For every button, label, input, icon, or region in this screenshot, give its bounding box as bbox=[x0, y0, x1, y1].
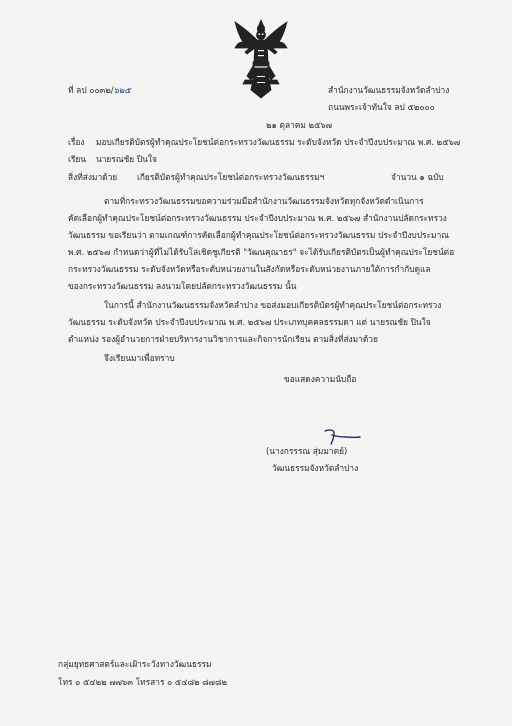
sender-address: ถนนพระเจ้าทันใจ ลป ๕๒๐๐๐ bbox=[328, 102, 435, 112]
footer-division: กลุ่มยุทธศาสตร์และเฝ้าระวังทางวัฒนธรรม bbox=[58, 659, 212, 669]
sender-office: สำนักงานวัฒนธรรมจังหวัดลำปาง bbox=[328, 85, 450, 95]
enclosure-text: เกียรติบัตรผู้ทำคุณประโยชน์ต่อกระทรวงวัฒนธรรมฯ bbox=[137, 172, 325, 182]
letter-date: ๒๑ ตุลาคม ๒๕๖๗ bbox=[266, 120, 333, 130]
paragraph-line: ตำแหน่ง รองผู้อำนวยการฝ่ายบริหารงานวิชาการและกิจการนักเรียน ตามสิ่งที่ส่งมาด้วย bbox=[68, 334, 378, 344]
recipient-label: เรียน bbox=[68, 154, 86, 164]
paragraph-line: ในการนี้ สำนักงานวัฒนธรรมจังหวัดลำปาง ขอส่งมอบเกียรติบัตรผู้ทำคุณประโยชน์ต่อกระทรวง bbox=[104, 300, 442, 310]
paragraph-line: คัดเลือกผู้ทำคุณประโยชน์ต่อกระทรวงวัฒนธรรม ประจำปีงบประมาณ พ.ศ. ๒๕๖๗ สำนักงานปลัดกระทรวง bbox=[68, 213, 447, 223]
paragraph-line: ตามที่กระทรวงวัฒนธรรมขอความร่วมมือสำนักงานวัฒนธรรมจังหวัดทุกจังหวัดดำเนินการ bbox=[104, 196, 424, 206]
signer-title: วัฒนธรรมจังหวัดลำปาง bbox=[272, 463, 359, 473]
body-paragraph-2 bbox=[68, 297, 450, 348]
enclosure-label: สิ่งที่ส่งมาด้วย bbox=[68, 172, 118, 182]
subject-label: เรื่อง bbox=[68, 137, 85, 147]
document-number bbox=[68, 85, 131, 96]
paragraph-line: ของกระทรวงวัฒนธรรม ลงนามโดยปลัดกระทรวงวัฒนธรรม นั้น bbox=[68, 281, 297, 291]
paragraph-line: กระทรวงวัฒนธรรม ระดับจังหวัดหรือระดับหน่วยงานในสังกัดหรือระดับหน่วยงานภายใต้การกำกับดูแล bbox=[68, 264, 431, 274]
paragraph-line: พ.ศ. ๒๕๖๗ กำหนดว่าผู้ที่ไม่ได้รับโล่เชิดชูเกียรติ "วัฒนคุณาธร" จะได้รับเกียรติบัตรเป็นผู้ทำคุณประโยชน์ต่อ bbox=[68, 247, 455, 257]
signer-name: (นางกรรรณ สุ่มมาตย์) bbox=[266, 446, 348, 456]
document-number-handwritten: ๖๒๕ bbox=[113, 85, 131, 95]
footer-contact: โทร ๐ ๕๔๒๒ ๗๗๖๓ โทรสาร ๐ ๕๔๘๒ ๘๗๘๒ bbox=[58, 677, 227, 687]
closing-line: จึงเรียนมาเพื่อทราบ bbox=[104, 353, 175, 363]
subject-text: มอบเกียรติบัตรผู้ทำคุณประโยชน์ต่อกระทรวงวัฒนธรรม ระดับจังหวัด ประจำปีงบประมาณ พ.ศ. ๒๕๖๗ bbox=[96, 137, 461, 147]
handwritten-signature bbox=[322, 425, 364, 447]
enclosure-quantity: จำนวน ๑ ฉบับ bbox=[391, 172, 444, 182]
salutation: ขอแสดงความนับถือ bbox=[284, 374, 357, 384]
paragraph-line: วัฒนธรรม ขอเรียนว่า ตามเกณฑ์การคัดเลือกผู้ทำคุณประโยชน์ต่อกระทรวงวัฒนธรรม ประจำปีงบประมาณ bbox=[68, 230, 450, 240]
body-paragraph-1 bbox=[68, 193, 455, 295]
garuda-emblem-icon bbox=[233, 18, 289, 104]
document-number-prefix: ที่ ลป ๐๐๓๒/ bbox=[68, 85, 114, 95]
recipient-name: นายรณชัย ปินใจ bbox=[96, 154, 157, 164]
paragraph-line: วัฒนธรรม ระดับจังหวัด ประจำปีงบประมาณ พ.ศ. ๒๕๖๗ ประเภทบุคคลธรรมดา แด่ นายรณชัย ปินใจ bbox=[68, 317, 431, 327]
